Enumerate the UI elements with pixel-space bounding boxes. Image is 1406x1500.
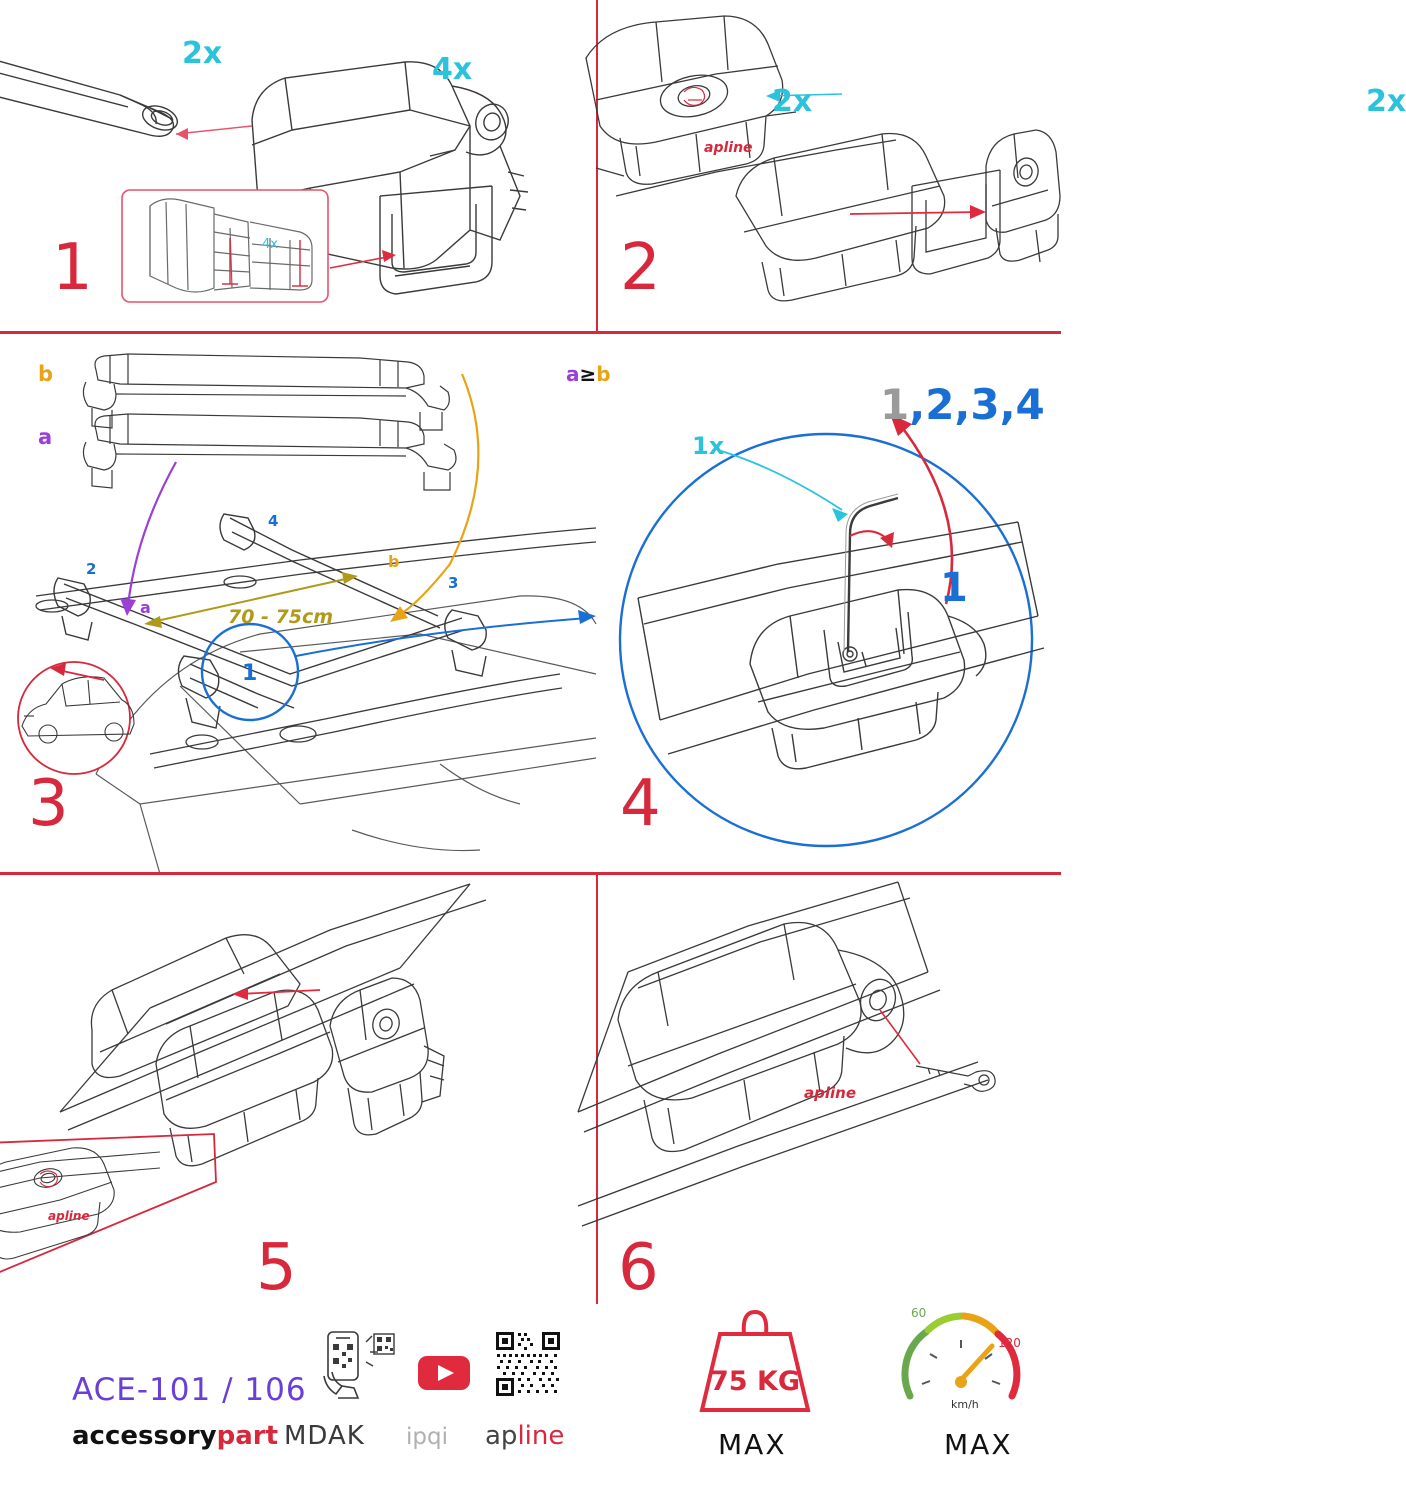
step-6-number: 6 xyxy=(618,1231,660,1305)
step-6-illustration xyxy=(598,876,1061,1306)
step-2-illustration xyxy=(596,0,1061,331)
max-speed-caption: MAX xyxy=(944,1428,1013,1461)
step-1-number: 1 xyxy=(52,231,94,305)
brand-mdak: MDAK xyxy=(284,1421,365,1451)
step-1-qty-4x: 4x xyxy=(432,52,473,87)
speed-min-label: 60 xyxy=(911,1306,927,1320)
brand-accessorypart xyxy=(72,1421,278,1451)
step-2-qty-2x: 2x xyxy=(1366,84,1406,119)
step-3-number: 3 xyxy=(28,767,70,841)
comparison-left: a xyxy=(566,362,580,386)
max-weight-value: 75 KG xyxy=(710,1366,801,1397)
youtube-icon[interactable] xyxy=(416,1352,472,1392)
svg-text:apline: apline xyxy=(48,1209,90,1223)
step-2-qty-2x-visible: 2x xyxy=(772,84,813,119)
svg-text:4x: 4x xyxy=(262,237,278,252)
speed-max-label: 120 xyxy=(998,1336,1021,1350)
max-weight-icon xyxy=(690,1300,820,1416)
step-3-marker-3: 3 xyxy=(448,574,459,592)
step-4-comparison xyxy=(566,362,611,386)
step-5-number: 5 xyxy=(256,1231,298,1305)
step-3-measurement-label: 70 - 75cm xyxy=(228,606,334,628)
max-weight-caption: MAX xyxy=(718,1428,787,1461)
qr-code-icon[interactable] xyxy=(494,1330,562,1398)
step-1-qty-2x: 2x xyxy=(182,36,223,71)
svg-text:1: 1 xyxy=(242,661,258,686)
speed-unit-label: km/h xyxy=(951,1398,979,1411)
product-code: ACE-101 / 106 xyxy=(72,1372,307,1408)
step-4-qty-1x: 1x xyxy=(692,432,725,460)
scan-qr-icon xyxy=(318,1328,398,1404)
step-3-label-b-arrow: b xyxy=(388,552,400,571)
step-5-illustration xyxy=(0,876,596,1306)
step-3-marker-4: 4 xyxy=(268,512,279,530)
brand-apline-part1: ap xyxy=(485,1421,518,1451)
step-3-marker-2: 2 xyxy=(86,560,97,578)
comparison-operator: ≥ xyxy=(579,362,597,386)
step-3-label-a: a xyxy=(38,425,53,449)
brand-accessorypart-part2: part xyxy=(216,1421,279,1451)
brand-ipqi: ipqi xyxy=(406,1424,448,1450)
brand-apline xyxy=(485,1421,564,1451)
step-3-label-a-arrow: a xyxy=(140,598,151,617)
step-4-number: 4 xyxy=(620,767,662,841)
step-3-label-b: b xyxy=(38,362,54,386)
order-rest: ,2,3,4 xyxy=(909,380,1045,429)
step-3-illustration xyxy=(0,334,596,872)
comparison-right: b xyxy=(596,362,611,386)
brand-accessorypart-part1: accessory xyxy=(72,1421,217,1451)
step-4-number-one: 1 xyxy=(940,565,968,611)
step-4-order-sequence xyxy=(880,380,1045,429)
svg-text:apline: apline xyxy=(704,140,753,156)
svg-text:apline: apline xyxy=(804,1084,856,1102)
order-first: 1 xyxy=(880,380,910,429)
step-2-number: 2 xyxy=(620,231,662,305)
brand-apline-part2: line xyxy=(517,1421,565,1451)
